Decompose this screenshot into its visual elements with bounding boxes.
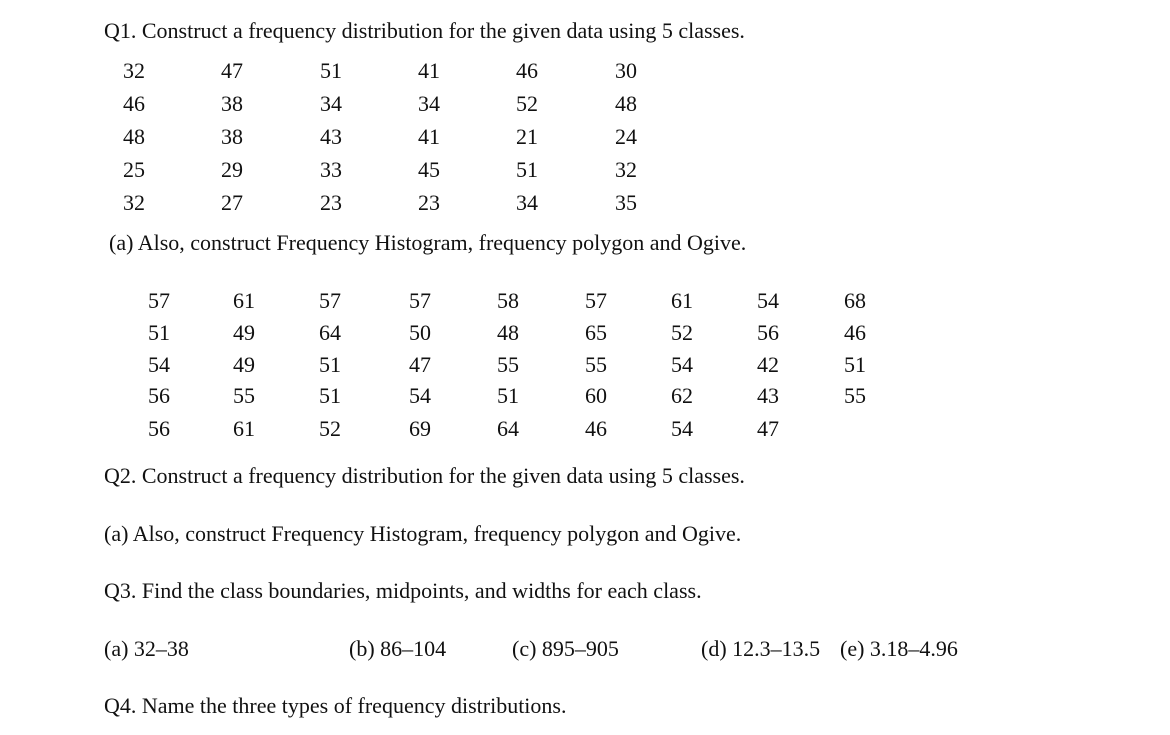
q1-data-cell: 24 bbox=[615, 124, 637, 149]
q1-data-cell: 38 bbox=[221, 124, 243, 149]
q1-data-cell: 23 bbox=[320, 190, 342, 215]
q1-data-cell: 48 bbox=[615, 91, 637, 116]
q1-data-cell: 27 bbox=[221, 190, 243, 215]
q2-data-cell: 57 bbox=[148, 288, 170, 313]
q1-data-cell: 38 bbox=[221, 91, 243, 116]
q4-title: Q4. Name the three types of frequency distributions. bbox=[104, 693, 567, 718]
q1-data-cell: 48 bbox=[123, 124, 145, 149]
q2-data-cell: 69 bbox=[409, 416, 431, 441]
q2-data-cell: 47 bbox=[409, 352, 431, 377]
q1-data-cell: 41 bbox=[418, 124, 440, 149]
q3-option-c: (c) 895–905 bbox=[512, 636, 619, 661]
q1-data-cell: 30 bbox=[615, 58, 637, 83]
q3-option-e: (e) 3.18–4.96 bbox=[840, 636, 958, 661]
q2-data-cell: 52 bbox=[319, 416, 341, 441]
q2-data-cell: 61 bbox=[671, 288, 693, 313]
q3-option-b: (b) 86–104 bbox=[349, 636, 447, 661]
q1-data-cell: 52 bbox=[516, 91, 538, 116]
q1-data-cell: 51 bbox=[320, 58, 342, 83]
q2-data-cell: 57 bbox=[585, 288, 607, 313]
q1-data-cell: 45 bbox=[418, 157, 440, 182]
q2-data-cell: 54 bbox=[409, 383, 431, 408]
q1-data-cell: 34 bbox=[418, 91, 440, 116]
q1-data-cell: 34 bbox=[320, 91, 342, 116]
q1-data-cell: 35 bbox=[615, 190, 637, 215]
q2-data-cell: 55 bbox=[233, 383, 255, 408]
q2-data-cell: 49 bbox=[233, 352, 255, 377]
q2-data-cell: 48 bbox=[497, 320, 519, 345]
q1-data-cell: 29 bbox=[221, 157, 243, 182]
q2-data-cell: 55 bbox=[585, 352, 607, 377]
q2-data-cell: 46 bbox=[585, 416, 607, 441]
q2-data-cell: 56 bbox=[148, 416, 170, 441]
q2-data-cell: 51 bbox=[148, 320, 170, 345]
q2-data-cell: 54 bbox=[671, 416, 693, 441]
q1-data-cell: 25 bbox=[123, 157, 145, 182]
q1-title: Q1. Construct a frequency distribution for the given data using 5 classes. bbox=[104, 18, 745, 43]
q2-data-cell: 54 bbox=[148, 352, 170, 377]
q2-data-cell: 55 bbox=[844, 383, 866, 408]
q1-data-cell: 21 bbox=[516, 124, 538, 149]
q1-data-cell: 34 bbox=[516, 190, 538, 215]
q1-data-cell: 51 bbox=[516, 157, 538, 182]
q2-data-cell: 56 bbox=[757, 320, 779, 345]
q2-data-cell: 50 bbox=[409, 320, 431, 345]
q2-data-cell: 58 bbox=[497, 288, 519, 313]
q2-data-cell: 51 bbox=[319, 383, 341, 408]
q2-data-cell: 65 bbox=[585, 320, 607, 345]
q1-data-cell: 33 bbox=[320, 157, 342, 182]
q1-data-cell: 32 bbox=[123, 58, 145, 83]
q1-data-cell: 41 bbox=[418, 58, 440, 83]
q1-data-cell: 32 bbox=[123, 190, 145, 215]
q1-part-a: (a) Also, construct Frequency Histogram, frequency polygon and Ogive. bbox=[109, 230, 747, 255]
q2-data-cell: 54 bbox=[757, 288, 779, 313]
q2-data-cell: 64 bbox=[319, 320, 341, 345]
q1-data-cell: 47 bbox=[221, 58, 243, 83]
q2-title: Q2. Construct a frequency distribution for the given data using 5 classes. bbox=[104, 463, 745, 488]
q2-data-cell: 55 bbox=[497, 352, 519, 377]
q2-data-cell: 51 bbox=[844, 352, 866, 377]
q2-data-cell: 51 bbox=[497, 383, 519, 408]
q2-data-cell: 56 bbox=[148, 383, 170, 408]
q2-data-cell: 61 bbox=[233, 416, 255, 441]
q2-data-cell: 57 bbox=[409, 288, 431, 313]
q2-data-cell: 57 bbox=[319, 288, 341, 313]
q2-data-cell: 61 bbox=[233, 288, 255, 313]
q3-option-a: (a) 32–38 bbox=[104, 636, 189, 661]
q2-data-cell: 52 bbox=[671, 320, 693, 345]
q2-data-cell: 60 bbox=[585, 383, 607, 408]
q2-data-cell: 54 bbox=[671, 352, 693, 377]
q2-data-cell: 43 bbox=[757, 383, 779, 408]
q2-data-cell: 51 bbox=[319, 352, 341, 377]
q2-data-cell: 49 bbox=[233, 320, 255, 345]
q3-title: Q3. Find the class boundaries, midpoints, and widths for each class. bbox=[104, 578, 702, 603]
q2-data-cell: 64 bbox=[497, 416, 519, 441]
q1-data-cell: 46 bbox=[123, 91, 145, 116]
q3-option-d: (d) 12.3–13.5 bbox=[701, 636, 821, 661]
q2-data-cell: 62 bbox=[671, 383, 693, 408]
q1-data-cell: 43 bbox=[320, 124, 342, 149]
q1-data-cell: 46 bbox=[516, 58, 538, 83]
q2-data-cell: 46 bbox=[844, 320, 866, 345]
q2-part-a: (a) Also, construct Frequency Histogram, frequency polygon and Ogive. bbox=[104, 521, 742, 546]
q1-data-cell: 23 bbox=[418, 190, 440, 215]
q1-data-cell: 32 bbox=[615, 157, 637, 182]
q2-data-cell: 42 bbox=[757, 352, 779, 377]
q2-data-cell: 47 bbox=[757, 416, 779, 441]
q2-data-cell: 68 bbox=[844, 288, 866, 313]
